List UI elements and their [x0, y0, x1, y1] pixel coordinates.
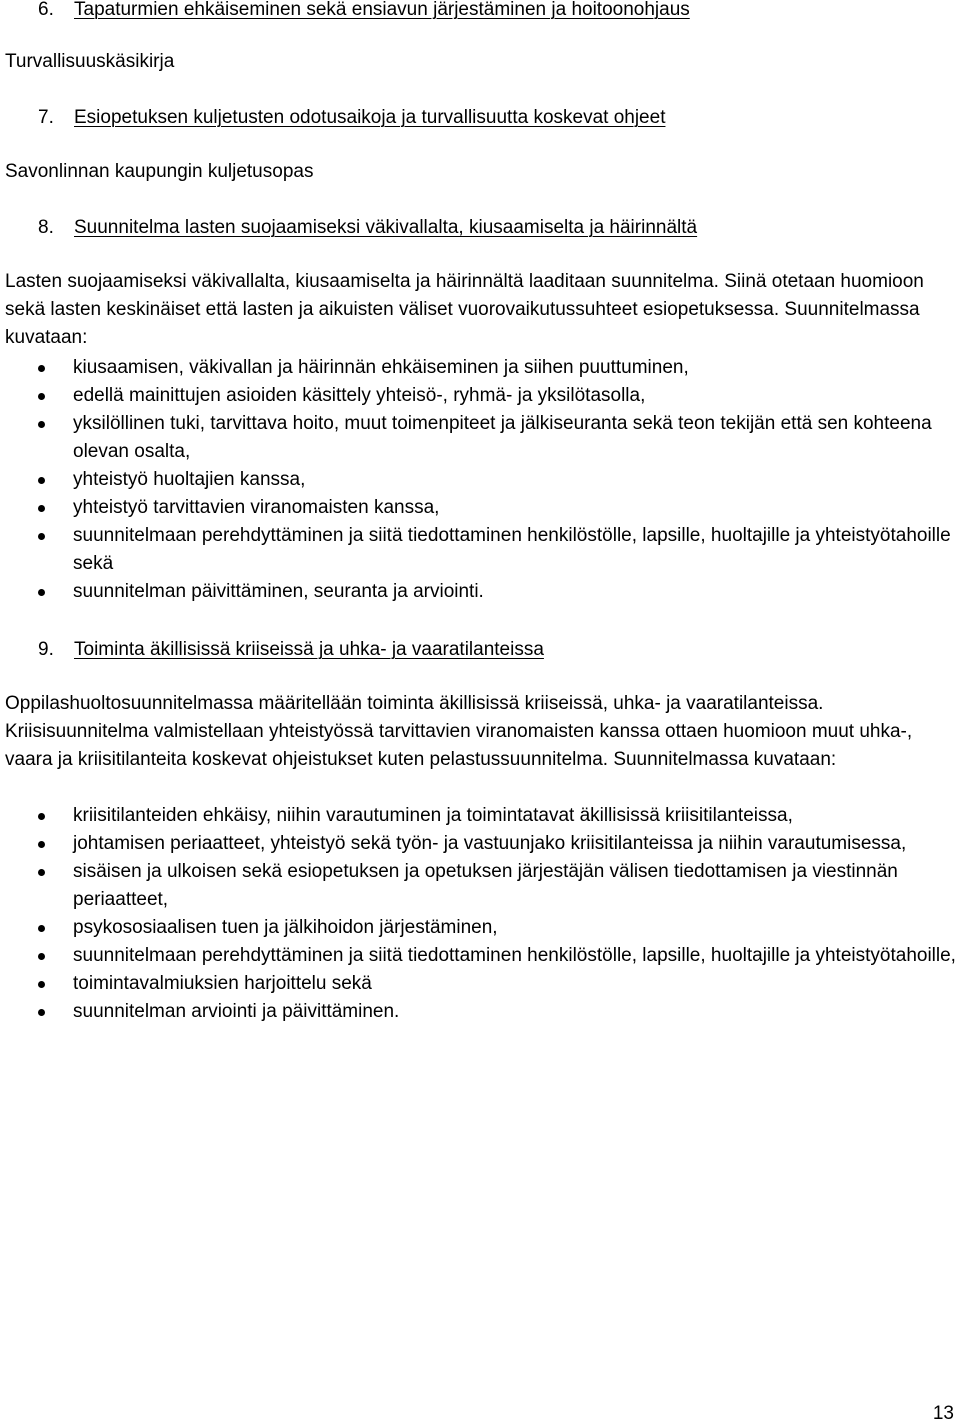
list-item-text: yhteistyö tarvittavien viranomaisten kanssa, [73, 497, 440, 518]
list-item-text: yhteistyö huoltajien kanssa, [73, 469, 306, 490]
list-item-text: johtamisen periaatteet, yhteistyö sekä työn- ja vastuunjako kriisitilanteissa ja niihin varautumisessa, [73, 833, 907, 854]
list-item [0, 354, 958, 382]
section-7-subtitle: Savonlinnan kaupungin kuljetusopas [5, 161, 314, 182]
list-item [0, 494, 958, 522]
list-item [0, 914, 958, 942]
list-item [0, 410, 958, 466]
list-item-text: yksilöllinen tuki, tarvittava hoito, muut toimenpiteet ja jälkiseuranta sekä teon tekijän että sen kohteena olevan osalta, [73, 413, 932, 462]
section-7-title: Esiopetuksen kuljetusten odotusaikoja ja turvallisuutta koskevat ohjeet [74, 107, 666, 128]
section-6-subtitle: Turvallisuuskäsikirja [5, 51, 175, 72]
list-item-text: suunnitelmaan perehdyttäminen ja siitä tiedottaminen henkilöstölle, lapsille, huoltajille ja yhteistyötahoille, [73, 945, 956, 966]
section-9-number: 9. [38, 639, 54, 660]
section-9-heading [38, 636, 544, 664]
list-item-text: suunnitelman päivittäminen, seuranta ja arviointi. [73, 581, 484, 602]
list-item [0, 970, 958, 998]
bullet-icon [38, 477, 45, 484]
bullet-icon [38, 981, 45, 988]
list-item [0, 802, 958, 830]
list-item [0, 382, 958, 410]
bullet-icon [38, 533, 45, 540]
list-item [0, 858, 958, 914]
list-item-text: suunnitelmaan perehdyttäminen ja siitä tiedottaminen henkilöstölle, lapsille, huoltajille ja yhteistyötahoille sekä [73, 525, 951, 574]
list-item-text: psykososiaalisen tuen ja jälkihoidon järjestäminen, [73, 917, 498, 938]
list-item [0, 522, 958, 578]
bullet-icon [38, 953, 45, 960]
section-7-heading [38, 104, 665, 132]
section-9-paragraph: Oppilashuoltosuunnitelmassa määritellään toiminta äkillisissä kriiseissä, uhka- ja vaaratilanteissa. Kriisisuunnitelma valmistellaan yhteistyössä tarvittavien viranomaisten kanssa ottaen huomioon muut uhka-, vaara ja kriisitilanteita koskevat ohjeistukset kuten pelastussuunnitelma. Suunnitelmassa kuvataan: [5, 693, 913, 770]
list-item-text: kriisitilanteiden ehkäisy, niihin varautuminen ja toimintatavat äkillisissä kriisitilanteissa, [73, 805, 793, 826]
section-7-number: 7. [38, 107, 54, 128]
list-item-text: edellä mainittujen asioiden käsittely yhteisö-, ryhmä- ja yksilötasolla, [73, 385, 646, 406]
list-item-text: suunnitelman arviointi ja päivittäminen. [73, 1001, 400, 1022]
list-item [0, 942, 958, 970]
list-item [0, 998, 958, 1026]
section-8-number: 8. [38, 217, 54, 238]
list-item-text: kiusaamisen, väkivallan ja häirinnän ehkäiseminen ja siihen puuttuminen, [73, 357, 689, 378]
bullet-icon [38, 925, 45, 932]
bullet-icon [38, 365, 45, 372]
bullet-icon [38, 589, 45, 596]
list-item-text: toimintavalmiuksien harjoittelu sekä [73, 973, 372, 994]
bullet-icon [38, 1009, 45, 1016]
page-number: 13 [932, 1403, 954, 1424]
section-8-paragraph: Lasten suojaamiseksi väkivallalta, kiusaamiselta ja häirinnältä laaditaan suunnitelma. Siinä otetaan huomioon sekä lasten keskinäiset että lasten ja aikuisten väliset vuorovaikutussuhteet esiopetuksessa. Suunnitelmassa kuvataan: [5, 271, 924, 348]
section-6-number: 6. [38, 0, 54, 20]
bullet-icon [38, 505, 45, 512]
section-6-heading [38, 0, 690, 24]
section-6-title: Tapaturmien ehkäiseminen sekä ensiavun järjestäminen ja hoitoonohjaus [74, 0, 690, 20]
list-item-text: sisäisen ja ulkoisen sekä esiopetuksen ja opetuksen järjestäjän välisen tiedottamisen ja viestinnän periaatteet, [73, 861, 898, 910]
bullet-icon [38, 813, 45, 820]
bullet-icon [38, 393, 45, 400]
section-8-heading [38, 214, 697, 242]
bullet-icon [38, 869, 45, 876]
bullet-icon [38, 421, 45, 428]
section-9-bullet-list [0, 802, 960, 1026]
bullet-icon [38, 841, 45, 848]
list-item [0, 466, 958, 494]
section-9-title: Toiminta äkillisissä kriiseissä ja uhka- ja vaaratilanteissa [74, 639, 544, 660]
section-8-bullet-list [0, 354, 960, 606]
list-item [0, 578, 958, 606]
list-item [0, 830, 958, 858]
section-8-title: Suunnitelma lasten suojaamiseksi väkivallalta, kiusaamiselta ja häirinnältä [74, 217, 698, 238]
